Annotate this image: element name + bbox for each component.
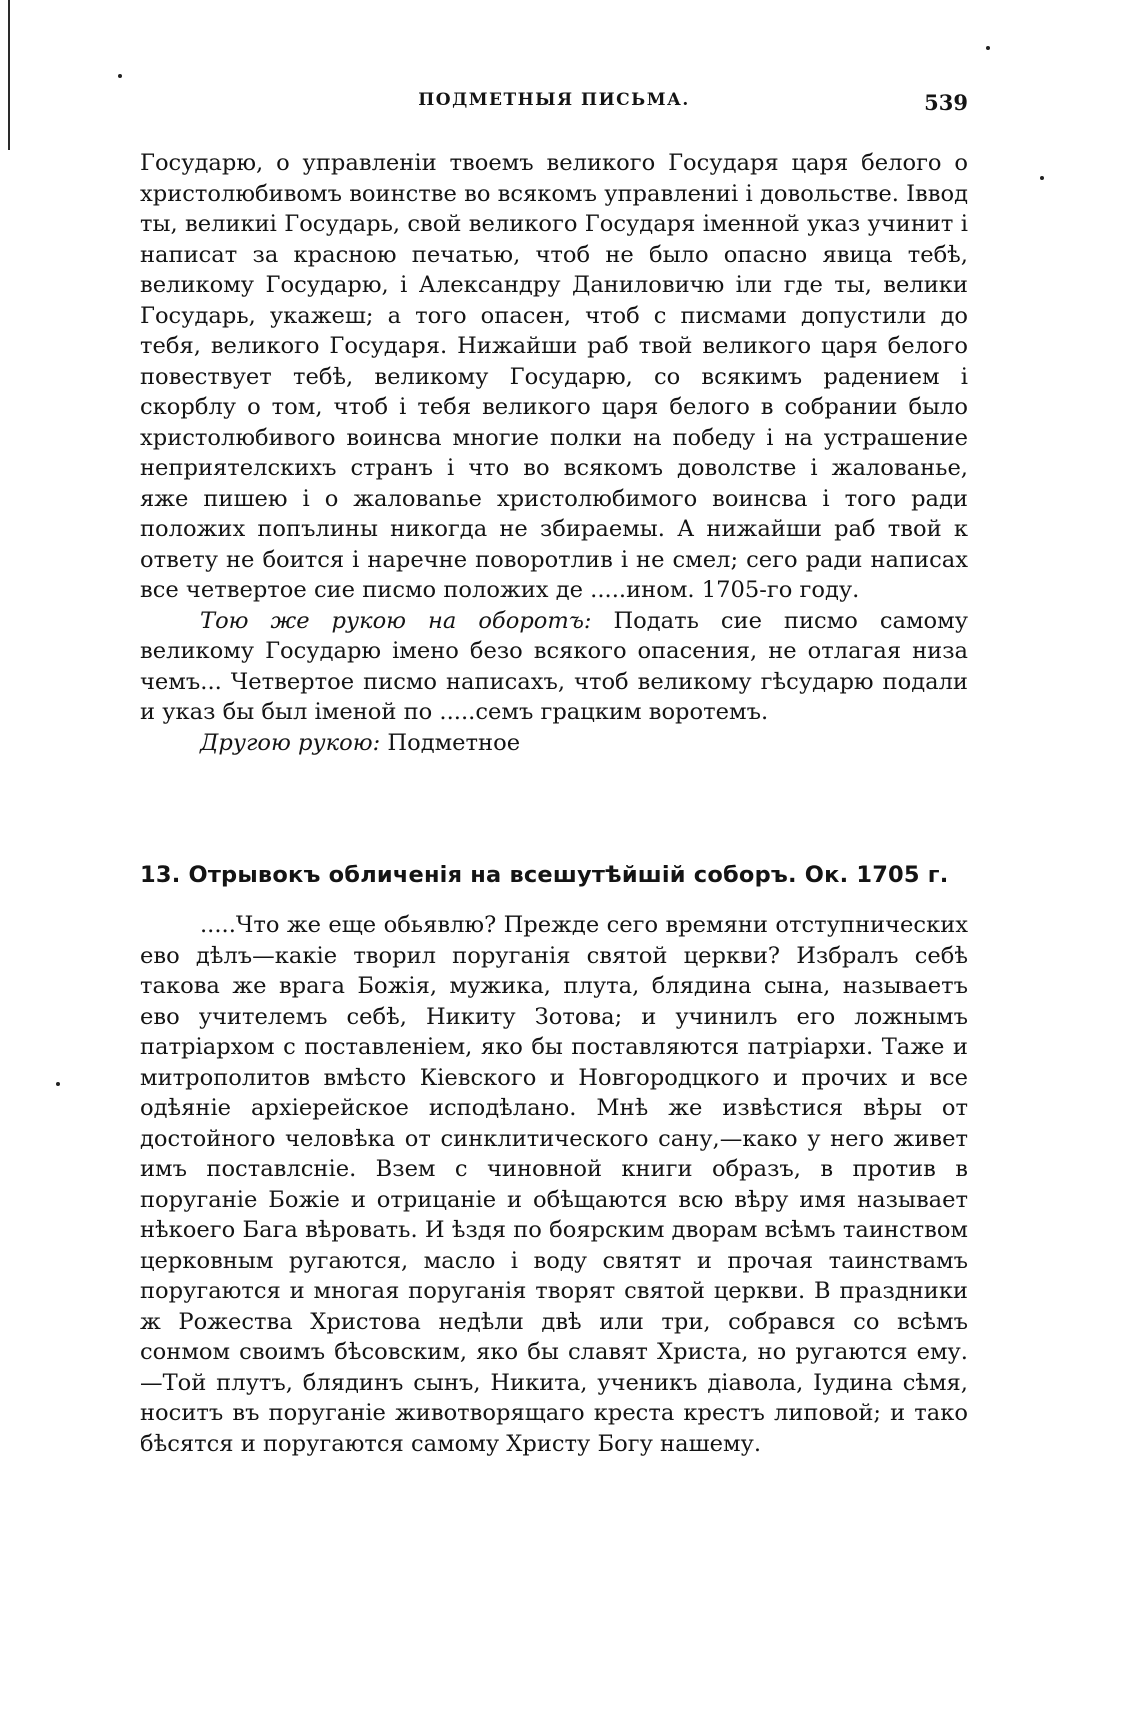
scan-speck <box>118 74 122 78</box>
letter-text-block <box>140 148 968 758</box>
section-paragraph: .....Что же еще обьявлю? Прежде сего времяни отступнических ево дѣлъ—какіе творил поруганія святой церкви? Избралъ себѣ такова же врага Божія, мужика, плута, блядина сына, называетъ ево учителемъ себѣ, Никиту Зотова; и учинилъ его ложнымъ патріархом с поставленіем, яко бы поставляются патріархи. Таже и митрополитов вмѣсто Кіевского и Новгородцкого и прочих и все одѣяніе архіерейское исподѣлано. Мнѣ же извѣстися вѣры от достойного человѣка от синклитического сану,—како у него живет имъ поставлсніе. Взем с чиновной книги образъ, в против в поруганіе Божіе и отрицаніе и обѣщаются всю вѣру имя называет нѣкоего Бага вѣровать. И ѣздя по боярским дворам всѣмъ таинством церковным ругаются, масло і воду святят и прочая таинствамъ поругаются и многая поруганія творят святой церкви. В праздники ж Рожества Христова недѣли двѣ или три, собрався со всѣмъ сонмом своимъ бѣсовским, яко бы славят Христа, но ругаются ему.—Той плутъ, блядинъ сынъ, Никита, ученикъ діавола, Іудина сѣмя, носитъ въ поруганіе животворящаго креста крестъ липовой; и тако бѣсятся и поругаются самому Христу Богу нашему. <box>140 912 968 1457</box>
scan-edge-line <box>8 0 10 150</box>
letter-paragraph: Государю, о управленіи твоемъ великого Государя царя белого о христолюбивомъ воинстве во всякомъ управлениі і довольстве. Іввод ты, великиі Государь, свой великого Государя іменной указ учинит і написат за красною печатью, чтоб не было опасно явица тебѣ, великому Государю, і Александру Даниловичю іли где ты, велики Государь, укажеш; а того опасен, чтоб с писмами допустили до тебя, великого Государя. Нижайши раб твой великого царя белого повествует тебѣ, великому Государю, со всякимъ радением і скорблу о том, чтоб і тебя великого царя белого в собрании было христолюбивого воинсва многие полки на победу і на устрашение неприятелскихъ странъ і что во всякомъ доволстве і жалованье, яже пишею і о жаловаnье христолюбимого воинсва і того ради положих попълины никогда не збираемы. А нижайши раб твой к ответу не боится і наречне поворотлив і не смел; сего ради написах все четвертое сие писмо положих де .....ином. 1705-го году. <box>140 150 968 603</box>
reverse-note <box>140 606 968 728</box>
page-number: 539 <box>924 90 968 115</box>
page-header <box>140 90 968 122</box>
other-hand-note-text: Подметное <box>387 729 521 756</box>
section-heading: 13. Отрывокъ обличенія на всешутѣйшій соборъ. Ок. 1705 г. <box>140 862 949 888</box>
section-text-block <box>140 910 968 1459</box>
reverse-note-text: Подать сие писмо самому великому Государю імено безо всякого опасения, не отлагая низа чемъ... Четвертое писмо написахъ, чтоб великому гѣсударю подали и указ бы был іменой по .....семъ грацким воротемъ. <box>140 607 968 725</box>
other-hand-note <box>140 728 968 759</box>
scan-speck <box>1040 176 1044 180</box>
other-hand-note-label: Другою рукою: <box>200 729 381 756</box>
scan-speck <box>56 1082 60 1086</box>
scan-speck <box>986 46 990 50</box>
running-title: ПОДМЕТНЫЯ ПИСЬМА. <box>418 90 690 110</box>
reverse-note-label: Тою же рукою на оборотъ: <box>200 607 592 634</box>
